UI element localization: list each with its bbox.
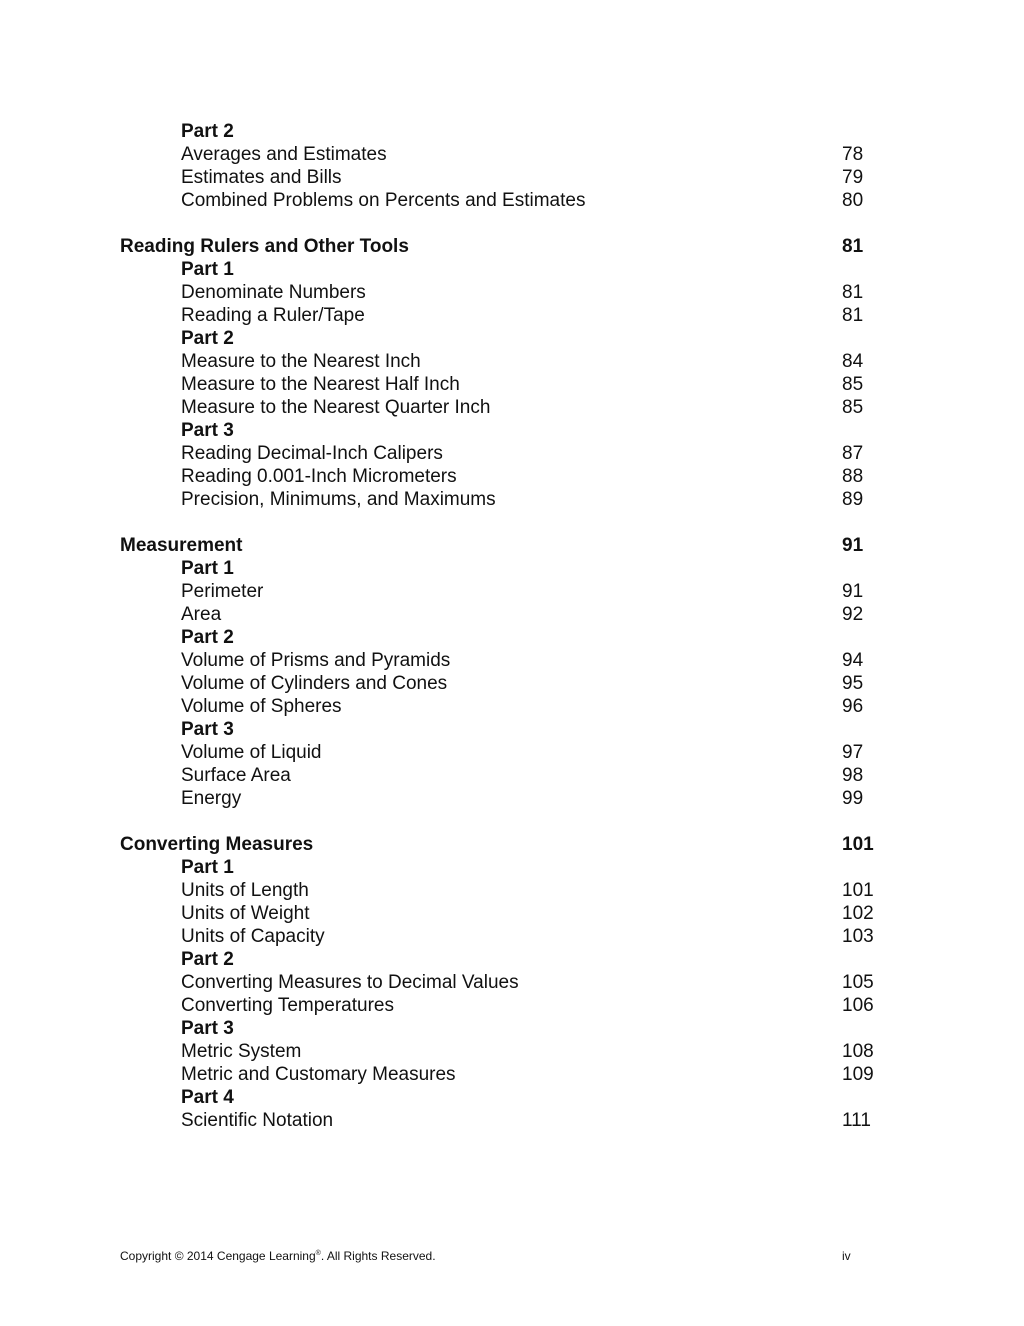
part-title: Part 3 xyxy=(181,719,234,740)
copyright-text: Copyright © 2014 Cengage Learning xyxy=(120,1249,316,1263)
entry-title: Reading Decimal-Inch Calipers xyxy=(181,443,443,464)
page-number-ref: 102 xyxy=(842,903,874,924)
entry-title: Estimates and Bills xyxy=(181,167,342,188)
page-number: iv xyxy=(842,1249,851,1263)
toc-entry xyxy=(120,166,920,189)
page-number-ref: 81 xyxy=(842,236,864,257)
page-number-ref: 81 xyxy=(842,282,864,303)
toc-entry xyxy=(120,971,920,994)
page-number-ref: 85 xyxy=(842,397,864,418)
page-number-ref: 84 xyxy=(842,351,864,372)
page-number-ref: 94 xyxy=(842,650,864,671)
entry-title: Perimeter xyxy=(181,581,264,602)
part-title: Part 3 xyxy=(181,420,234,441)
entry-title: Scientific Notation xyxy=(181,1110,334,1131)
toc-part-heading xyxy=(120,120,920,143)
page-number-ref: 92 xyxy=(842,604,864,625)
toc-entry xyxy=(120,649,920,672)
toc-entry xyxy=(120,1040,920,1063)
section-spacer xyxy=(120,511,920,534)
page-number-ref: 96 xyxy=(842,696,864,717)
toc-entry xyxy=(120,189,920,212)
entry-title: Averages and Estimates xyxy=(181,144,387,165)
registered-mark: ® xyxy=(315,1250,321,1257)
toc-chapter xyxy=(120,235,920,258)
toc-entry xyxy=(120,143,920,166)
page-number-ref: 91 xyxy=(842,535,864,556)
entry-title: Converting Measures to Decimal Values xyxy=(181,972,519,993)
entry-title: Reading 0.001-Inch Micrometers xyxy=(181,466,457,487)
entry-title: Denominate Numbers xyxy=(181,282,366,303)
toc-part-heading xyxy=(120,626,920,649)
entry-title: Units of Capacity xyxy=(181,926,325,947)
entry-title: Volume of Liquid xyxy=(181,742,322,763)
page-number-ref: 88 xyxy=(842,466,864,487)
entry-title: Volume of Prisms and Pyramids xyxy=(181,650,451,671)
toc-part-heading xyxy=(120,856,920,879)
entry-title: Converting Temperatures xyxy=(181,995,394,1016)
entry-title: Energy xyxy=(181,788,242,809)
part-title: Part 2 xyxy=(181,328,234,349)
toc-entry xyxy=(120,373,920,396)
page-number-ref: 91 xyxy=(842,581,864,602)
entry-title: Units of Length xyxy=(181,880,309,901)
toc-part-heading xyxy=(120,327,920,350)
part-title: Part 2 xyxy=(181,121,234,142)
toc-entry xyxy=(120,350,920,373)
toc-chapter xyxy=(120,833,920,856)
page-number-ref: 95 xyxy=(842,673,864,694)
entry-title: Units of Weight xyxy=(181,903,310,924)
part-title: Part 1 xyxy=(181,558,234,579)
toc-entry xyxy=(120,396,920,419)
toc-entry xyxy=(120,672,920,695)
page-number-ref: 105 xyxy=(842,972,874,993)
toc-entry xyxy=(120,695,920,718)
part-title: Part 4 xyxy=(181,1087,234,1108)
section-spacer xyxy=(120,212,920,235)
page-number-ref: 106 xyxy=(842,995,874,1016)
page-number-ref: 109 xyxy=(842,1064,874,1085)
toc-entry xyxy=(120,787,920,810)
toc-entry xyxy=(120,764,920,787)
chapter-title: Measurement xyxy=(120,535,243,556)
entry-title: Metric System xyxy=(181,1041,302,1062)
page-number-ref: 99 xyxy=(842,788,864,809)
page-number-ref: 98 xyxy=(842,765,864,786)
part-title: Part 2 xyxy=(181,949,234,970)
entry-title: Measure to the Nearest Inch xyxy=(181,351,421,372)
page-number-ref: 108 xyxy=(842,1041,874,1062)
entry-title: Volume of Cylinders and Cones xyxy=(181,673,448,694)
toc-entry xyxy=(120,304,920,327)
page-number-ref: 89 xyxy=(842,489,864,510)
toc-entry xyxy=(120,603,920,626)
toc-part-heading xyxy=(120,718,920,741)
page-number-ref: 97 xyxy=(842,742,864,763)
toc-entry xyxy=(120,442,920,465)
entry-title: Surface Area xyxy=(181,765,291,786)
page-number-ref: 81 xyxy=(842,305,864,326)
page-number-ref: 80 xyxy=(842,190,864,211)
page-number-ref: 79 xyxy=(842,167,864,188)
entry-title: Reading a Ruler/Tape xyxy=(181,305,365,326)
entry-title: Area xyxy=(181,604,222,625)
page-number-ref: 85 xyxy=(842,374,864,395)
table-of-contents xyxy=(120,120,920,1132)
entry-title: Volume of Spheres xyxy=(181,696,342,717)
toc-part-heading xyxy=(120,557,920,580)
toc-part-heading xyxy=(120,419,920,442)
toc-entry xyxy=(120,465,920,488)
toc-chapter xyxy=(120,534,920,557)
entry-title: Precision, Minimums, and Maximums xyxy=(181,489,496,510)
page-number-ref: 87 xyxy=(842,443,864,464)
toc-entry xyxy=(120,1063,920,1086)
part-title: Part 2 xyxy=(181,627,234,648)
toc-entry xyxy=(120,925,920,948)
toc-entry xyxy=(120,488,920,511)
chapter-title: Reading Rulers and Other Tools xyxy=(120,236,409,257)
part-title: Part 1 xyxy=(181,259,234,280)
page-number-ref: 78 xyxy=(842,144,864,165)
copyright-notice xyxy=(120,1248,436,1264)
toc-part-heading xyxy=(120,948,920,971)
page-number-ref: 101 xyxy=(842,834,874,855)
page-number-ref: 103 xyxy=(842,926,874,947)
page-number-ref: 111 xyxy=(842,1110,871,1131)
rights-text: . All Rights Reserved. xyxy=(320,1249,436,1263)
entry-title: Measure to the Nearest Half Inch xyxy=(181,374,460,395)
chapter-title: Converting Measures xyxy=(120,834,314,855)
entry-title: Measure to the Nearest Quarter Inch xyxy=(181,397,491,418)
toc-entry xyxy=(120,741,920,764)
part-title: Part 1 xyxy=(181,857,234,878)
toc-part-heading xyxy=(120,1017,920,1040)
toc-entry xyxy=(120,994,920,1017)
entry-title: Metric and Customary Measures xyxy=(181,1064,456,1085)
part-title: Part 3 xyxy=(181,1018,234,1039)
toc-entry xyxy=(120,281,920,304)
page-number-ref: 101 xyxy=(842,880,874,901)
entry-title: Combined Problems on Percents and Estimates xyxy=(181,190,586,211)
toc-entry xyxy=(120,580,920,603)
section-spacer xyxy=(120,810,920,833)
toc-entry xyxy=(120,879,920,902)
toc-part-heading xyxy=(120,258,920,281)
toc-part-heading xyxy=(120,1086,920,1109)
toc-entry xyxy=(120,1109,920,1132)
toc-entry xyxy=(120,902,920,925)
